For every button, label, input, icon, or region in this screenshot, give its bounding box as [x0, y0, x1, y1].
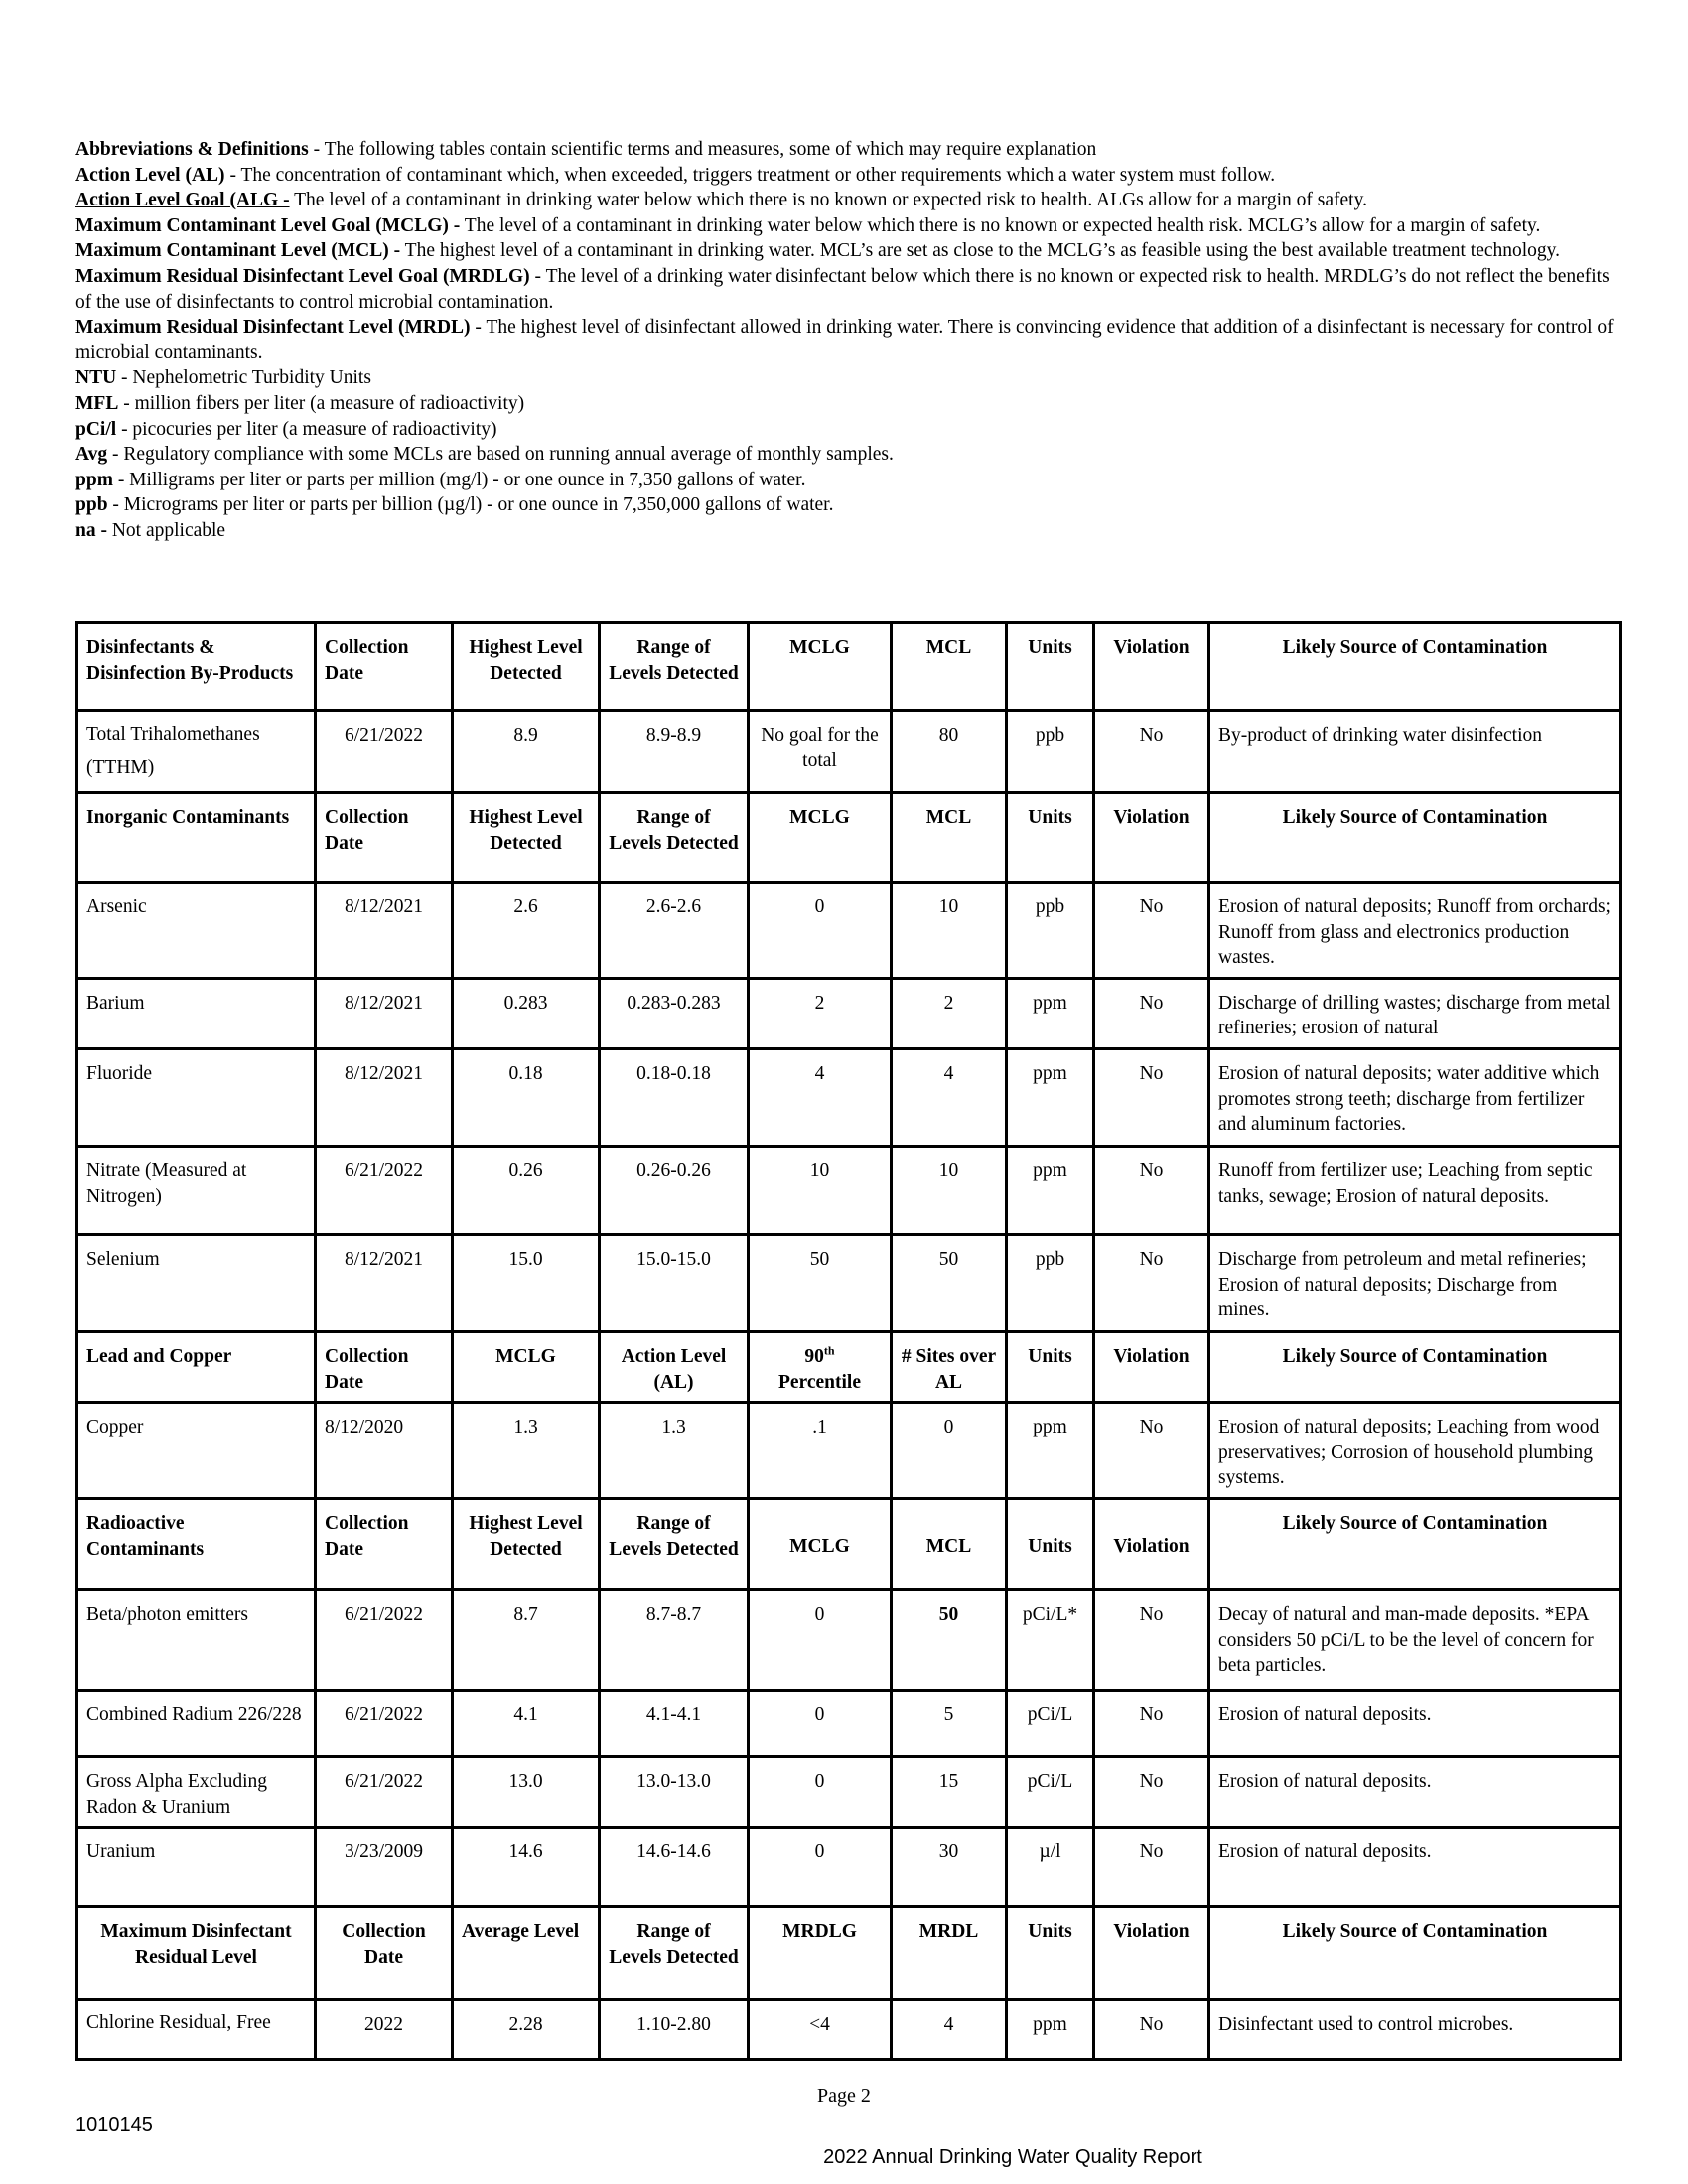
table-row: [77, 711, 1621, 793]
cell: 15.0-15.0: [600, 1234, 749, 1331]
cell: 50: [892, 1589, 1007, 1690]
cell: 0.18: [453, 1048, 600, 1146]
header-cell: Units: [1007, 1331, 1094, 1402]
cell: 2.6-2.6: [600, 883, 749, 979]
header-cell: Units: [1007, 1498, 1094, 1589]
definition: Maximum Residual Disinfectant Level (MRDL) - The highest level of disinfectant allowed in drinking water. There is convincing evidence that addition of a disinfectant is necessary for control of microbial contaminants.: [75, 317, 1614, 363]
table-row: [77, 978, 1621, 1048]
cell: No: [1094, 1690, 1209, 1756]
cell: No: [1094, 1048, 1209, 1146]
header-cell: Radioactive Contaminants: [77, 1498, 316, 1589]
header-cell: Lead and Copper: [77, 1331, 316, 1402]
cell: 10: [892, 1146, 1007, 1234]
contaminant-name: Chlorine Residual, Free: [77, 2000, 316, 2060]
cell: ppm: [1007, 1048, 1094, 1146]
definition: pCi/l - picocuries per liter (a measure of radioactivity): [75, 418, 497, 440]
cell: 4.1: [453, 1690, 600, 1756]
table-row: [77, 1234, 1621, 1331]
cell: 1.3: [600, 1403, 749, 1499]
header-cell: Units: [1007, 793, 1094, 883]
source-cell: Runoff from fertilizer use; Leaching from septic tanks, sewage; Erosion of natural deposits.: [1209, 1146, 1621, 1234]
cell: 10: [892, 883, 1007, 979]
table-row: [77, 2000, 1621, 2060]
header-cell: 90th Percentile: [749, 1331, 892, 1402]
cell: No: [1094, 978, 1209, 1048]
header-cell: Violation: [1094, 1907, 1209, 2000]
cell: 50: [892, 1234, 1007, 1331]
source-cell: Erosion of natural deposits.: [1209, 1690, 1621, 1756]
cell: No: [1094, 883, 1209, 979]
cell: 2.28: [453, 2000, 600, 2060]
definition: Maximum Contaminant Level (MCL) - The highest level of a contaminant in drinking water. MCL’s are set as close to the MCLG’s as feasible using the best available treatment technology.: [75, 240, 1561, 262]
cell: No: [1094, 1589, 1209, 1690]
cell: 8.9-8.9: [600, 711, 749, 793]
cell: 80: [892, 711, 1007, 793]
table-row: [77, 883, 1621, 979]
header-cell: Average Level: [453, 1907, 600, 2000]
definition: Maximum Residual Disinfectant Level Goal (MRDLG) - The level of a drinking water disinfectant below which there is no known or expected risk to health. MRDLG’s do not reflect the benefits of the use of disinfectants to control microbial contamination.: [75, 265, 1610, 313]
cell: 4: [892, 2000, 1007, 2060]
header-cell: Range of Levels Detected: [600, 1907, 749, 2000]
header-cell: Likely Source of Contamination: [1209, 793, 1621, 883]
cell: ppm: [1007, 978, 1094, 1048]
cell: 8.9: [453, 711, 600, 793]
source-cell: Disinfectant used to control microbes.: [1209, 2000, 1621, 2060]
cell: ppb: [1007, 883, 1094, 979]
header-cell: Violation: [1094, 1498, 1209, 1589]
cell: 15.0: [453, 1234, 600, 1331]
cell: ppm: [1007, 1403, 1094, 1499]
header-cell: Units: [1007, 623, 1094, 711]
header-cell: Highest Level Detected: [453, 793, 600, 883]
cell: 15: [892, 1756, 1007, 1827]
header-cell: MCL: [892, 1498, 1007, 1589]
header-row-inorganic: [77, 793, 1621, 883]
cell: 2: [749, 978, 892, 1048]
cell: 4.1-4.1: [600, 1690, 749, 1756]
table-row: [77, 1146, 1621, 1234]
header-cell: Violation: [1094, 623, 1209, 711]
table-row: [77, 1048, 1621, 1146]
table-row: [77, 1828, 1621, 1907]
header-cell: MCL: [892, 793, 1007, 883]
contaminant-name: Gross Alpha Excluding Radon & Uranium: [77, 1756, 316, 1827]
header-cell: Collection Date: [316, 1331, 453, 1402]
source-cell: Decay of natural and man-made deposits. *EPA considers 50 pCi/L to be the level of concern for beta particles.: [1209, 1589, 1621, 1690]
definition: Action Level (AL) - The concentration of contaminant which, when exceeded, triggers treatment or other requirements which a water system must follow.: [75, 164, 1276, 186]
definition: na - Not applicable: [75, 519, 226, 541]
cell: 6/21/2022: [316, 711, 453, 793]
cell: 0: [749, 1828, 892, 1907]
cell: No: [1094, 1756, 1209, 1827]
definition: MFL - million fibers per liter (a measure of radioactivity): [75, 392, 525, 414]
header-row-radioactive: [77, 1498, 1621, 1589]
source-cell: Discharge of drilling wastes; discharge from metal refineries; erosion of natural: [1209, 978, 1621, 1048]
cell: 0.283-0.283: [600, 978, 749, 1048]
cell: µ/l: [1007, 1828, 1094, 1907]
contaminant-name: Combined Radium 226/228: [77, 1690, 316, 1756]
header-cell: Highest Level Detected: [453, 1498, 600, 1589]
definition: Action Level Goal (ALG - The level of a contaminant in drinking water below which there is no known or expected risk to health. ALGs allow for a margin of safety.: [75, 190, 1367, 211]
cell: ppb: [1007, 711, 1094, 793]
header-cell: MCLG: [453, 1331, 600, 1402]
cell: 6/21/2022: [316, 1589, 453, 1690]
header-cell: Likely Source of Contamination: [1209, 623, 1621, 711]
cell: ppm: [1007, 2000, 1094, 2060]
cell: 4: [749, 1048, 892, 1146]
source-cell: Erosion of natural deposits.: [1209, 1828, 1621, 1907]
header-cell: MRDLG: [749, 1907, 892, 2000]
table-row: [77, 1403, 1621, 1499]
header-cell: # Sites over AL: [892, 1331, 1007, 1402]
cell: No: [1094, 2000, 1209, 2060]
definition: ppm - Milligrams per liter or parts per million (mg/l) - or one ounce in 7,350 gallons of water.: [75, 469, 806, 490]
cell: No: [1094, 1828, 1209, 1907]
cell: 8.7-8.7: [600, 1589, 749, 1690]
definition: Maximum Contaminant Level Goal (MCLG) - The level of a contaminant in drinking water below which there is no known or expected health risk. MCLG’s allow for a margin of safety.: [75, 214, 1541, 236]
header-row-disinfectant: [77, 1907, 1621, 2000]
cell: 0: [749, 1756, 892, 1827]
header-cell: Collection Date: [316, 623, 453, 711]
header-cell: Disinfectants & Disinfection By-Products: [77, 623, 316, 711]
header-cell: Range of Levels Detected: [600, 793, 749, 883]
source-cell: Erosion of natural deposits; water additive which promotes strong teeth; discharge from fertilizer and aluminum factories.: [1209, 1048, 1621, 1146]
cell: 0: [749, 1690, 892, 1756]
header-cell: Maximum Disinfectant Residual Level: [77, 1907, 316, 2000]
definition: Abbreviations & Definitions - The following tables contain scientific terms and measures, some of which may require explanation: [75, 139, 1097, 160]
header-cell: Violation: [1094, 1331, 1209, 1402]
source-cell: Erosion of natural deposits; Runoff from orchards; Runoff from glass and electronics production wastes.: [1209, 883, 1621, 979]
cell: 2022: [316, 2000, 453, 2060]
cell: 6/21/2022: [316, 1756, 453, 1827]
table-row: [77, 1756, 1621, 1827]
cell: 5: [892, 1690, 1007, 1756]
cell: 10: [749, 1146, 892, 1234]
header-cell: Collection Date: [316, 1498, 453, 1589]
header-cell: MCLG: [749, 623, 892, 711]
source-cell: Erosion of natural deposits.: [1209, 1756, 1621, 1827]
cell: 8/12/2021: [316, 883, 453, 979]
definition: NTU - Nephelometric Turbidity Units: [75, 367, 371, 389]
header-cell: Highest Level Detected: [453, 623, 600, 711]
water-quality-table: [75, 621, 1622, 2061]
cell: ppb: [1007, 1234, 1094, 1331]
cell: 0: [749, 1589, 892, 1690]
contaminant-name: Fluoride: [77, 1048, 316, 1146]
source-cell: By-product of drinking water disinfection: [1209, 711, 1621, 793]
cell: 2.6: [453, 883, 600, 979]
cell: 8/12/2021: [316, 978, 453, 1048]
cell: <4: [749, 2000, 892, 2060]
cell: 0.26-0.26: [600, 1146, 749, 1234]
cell: 0.26: [453, 1146, 600, 1234]
header-cell: Likely Source of Contamination: [1209, 1907, 1621, 2000]
cell: 0: [749, 883, 892, 979]
cell: .1: [749, 1403, 892, 1499]
definition: ppb - Micrograms per liter or parts per billion (µg/l) - or one ounce in 7,350,000 gallons of water.: [75, 494, 834, 516]
header-cell: Range of Levels Detected: [600, 623, 749, 711]
cell: No: [1094, 1403, 1209, 1499]
cell: 13.0-13.0: [600, 1756, 749, 1827]
contaminant-name: Nitrate (Measured at Nitrogen): [77, 1146, 316, 1234]
cell: 8/12/2021: [316, 1048, 453, 1146]
cell: 14.6: [453, 1828, 600, 1907]
header-cell: Inorganic Contaminants: [77, 793, 316, 883]
contaminant-name: Beta/photon emitters: [77, 1589, 316, 1690]
cell: No: [1094, 1234, 1209, 1331]
header-cell: MCLG: [749, 793, 892, 883]
header-cell: Units: [1007, 1907, 1094, 2000]
cell: 8.7: [453, 1589, 600, 1690]
header-cell: MCL: [892, 623, 1007, 711]
contaminant-name: Selenium: [77, 1234, 316, 1331]
header-cell: Range of Levels Detected: [600, 1498, 749, 1589]
cell: No goal for the total: [749, 711, 892, 793]
header-cell: Action Level (AL): [600, 1331, 749, 1402]
cell: 0: [892, 1403, 1007, 1499]
header-cell: MRDL: [892, 1907, 1007, 2000]
cell: 8/12/2020: [316, 1403, 453, 1499]
cell: 8/12/2021: [316, 1234, 453, 1331]
cell: 6/21/2022: [316, 1690, 453, 1756]
contaminant-name: Arsenic: [77, 883, 316, 979]
cell: 1.10-2.80: [600, 2000, 749, 2060]
header-row-dbp: [77, 623, 1621, 711]
cell: ppm: [1007, 1146, 1094, 1234]
page-number: Page 2: [817, 2085, 871, 2107]
cell: 3/23/2009: [316, 1828, 453, 1907]
system-id: 1010145: [75, 2115, 153, 2136]
contaminant-name: Uranium: [77, 1828, 316, 1907]
table-row: [77, 1690, 1621, 1756]
cell: 1.3: [453, 1403, 600, 1499]
header-cell: Likely Source of Contamination: [1209, 1331, 1621, 1402]
cell: pCi/L*: [1007, 1589, 1094, 1690]
cell: 2: [892, 978, 1007, 1048]
definitions-section: [75, 137, 1624, 544]
cell: No: [1094, 711, 1209, 793]
cell: No: [1094, 1146, 1209, 1234]
cell: 50: [749, 1234, 892, 1331]
source-cell: Discharge from petroleum and metal refineries; Erosion of natural deposits; Discharge from mines.: [1209, 1234, 1621, 1331]
table-row: [77, 1589, 1621, 1690]
definition: Avg - Regulatory compliance with some MCLs are based on running annual average of monthly samples.: [75, 444, 894, 466]
header-cell: MCLG: [749, 1498, 892, 1589]
contaminant-name: Copper: [77, 1403, 316, 1499]
source-cell: Erosion of natural deposits; Leaching from wood preservatives; Corrosion of household plumbing systems.: [1209, 1403, 1621, 1499]
cell: pCi/L: [1007, 1756, 1094, 1827]
cell: pCi/L: [1007, 1690, 1094, 1756]
contaminant-name: Total Trihalomethanes (TTHM): [77, 711, 316, 793]
cell: 0.18-0.18: [600, 1048, 749, 1146]
report-title-footer: 2022 Annual Drinking Water Quality Report: [823, 2146, 1202, 2168]
cell: 14.6-14.6: [600, 1828, 749, 1907]
header-cell: Collection Date: [316, 793, 453, 883]
header-cell: Violation: [1094, 793, 1209, 883]
cell: 4: [892, 1048, 1007, 1146]
cell: 0.283: [453, 978, 600, 1048]
header-row-lead-copper: [77, 1331, 1621, 1402]
cell: 6/21/2022: [316, 1146, 453, 1234]
contaminant-name: Barium: [77, 978, 316, 1048]
header-cell: Collection Date: [316, 1907, 453, 2000]
header-cell: Likely Source of Contamination: [1209, 1498, 1621, 1589]
cell: 30: [892, 1828, 1007, 1907]
cell: 13.0: [453, 1756, 600, 1827]
